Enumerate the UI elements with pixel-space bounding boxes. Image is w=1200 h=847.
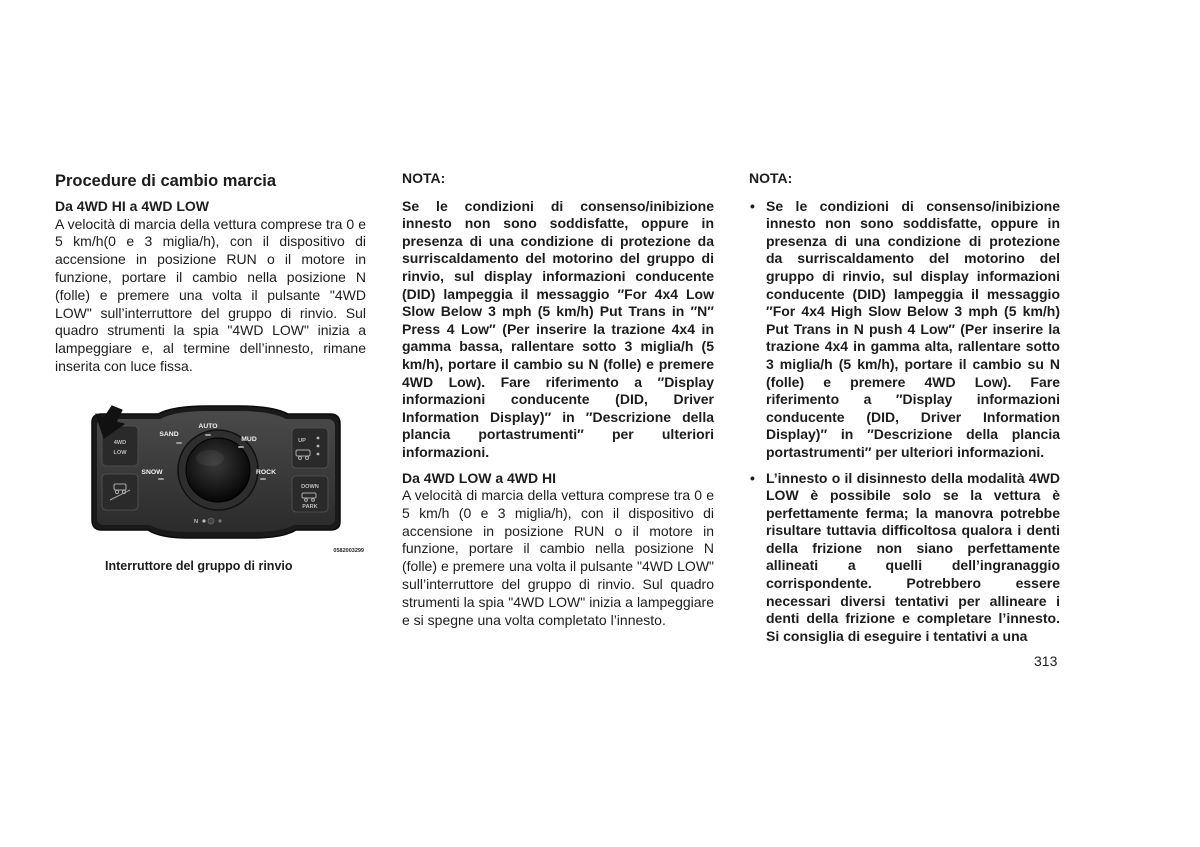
- up-led-1: [317, 437, 320, 440]
- knob-highlight: [196, 450, 224, 466]
- neutral-button[interactable]: [208, 518, 214, 524]
- mode-rock-label: ROCK: [255, 469, 277, 476]
- mode-sand-label: SAND: [159, 431, 179, 438]
- mode-snow-label: SNOW: [141, 469, 163, 476]
- column-left: [55, 170, 366, 376]
- bullet-dot: •: [750, 469, 755, 486]
- note-text: Se le condizioni di consenso/inibizione innesto non sono soddisfatte, oppure in presenza di una condizione di protezione da surriscaldamento del motorino del gruppo di rinvio, sul display informazioni conducente (DID) lampeggia il messaggio ″For 4x4 Low Slow Below 3 mph (5 km/h) Put Trans in ″N″ Press 4 Low″ (Per inserire la trazione 4x4 in gamma bassa, rallentare sotto 3 miglia/h (5 km/h), portare il cambio su N (folle) e premere 4WD Low). Fare riferimento a ″Display informazioni conducente (DID, Driver Information Display)″ in ″Descrizione della plancia portastrumenti″ per ulteriori informazioni.: [402, 197, 714, 460]
- park-label: PARK: [302, 504, 318, 510]
- list-item: [749, 198, 1060, 462]
- figure-caption: Interruttore del gruppo di rinvio: [105, 559, 293, 573]
- up-led-2: [317, 445, 320, 448]
- low-label: LOW: [113, 450, 127, 456]
- down-label: DOWN: [301, 484, 319, 490]
- note-label: NOTA:: [749, 170, 793, 186]
- up-led-3: [317, 453, 320, 456]
- air-suspension-up-button[interactable]: [292, 428, 328, 468]
- transfer-case-switch-figure: [78, 404, 366, 554]
- mode-auto-label: AUTO: [198, 423, 218, 430]
- note-bullet-list: [749, 198, 1060, 646]
- bullet-text: L’innesto o il disinnesto della modalità 4WD LOW è possibile solo se la vettura è perfettamente ferma; la manovra potrebbe risultare tuttavia difficoltosa qualora i denti della frizione non siano perfettamente allineati a quelli dell’ingranaggio corrispondente. Potrebbero essere necessari diversi tentativi per allineare i denti della frizione e completare l’innesto. Si consiglia di eseguire i tentativi a una: [766, 469, 1060, 644]
- subheading-hi-to-low: Da 4WD HI a 4WD LOW: [55, 198, 210, 214]
- column-right: [749, 170, 1060, 653]
- list-item: [749, 470, 1060, 646]
- paragraph-low-to-hi: A velocità di marcia della vettura comprese tra 0 e 5 km/h (0 e 3 miglia/h), con il dispositivo di accensione in posizione RUN o il motore in funzione, portare il cambio nella posizione N (folle) e premere una volta il pulsante "4WD LOW" sull’interruttore del gruppo di rinvio. Sul quadro strumenti la spia "4WD LOW" inizia a lampeggiare e si spegne una volta completato l’innesto.: [402, 487, 714, 628]
- transfer-case-switch-illustration: [78, 404, 366, 554]
- up-label: UP: [298, 438, 306, 444]
- neutral-label: N: [193, 519, 199, 525]
- note-label: NOTA:: [402, 170, 446, 186]
- section-heading: Procedure di cambio marcia: [55, 172, 277, 190]
- mode-mud-label: MUD: [241, 436, 257, 443]
- bullet-dot: •: [750, 197, 755, 214]
- figure-code: 0582003299: [333, 548, 364, 554]
- spacer: [402, 462, 714, 470]
- column-middle: [402, 170, 714, 629]
- hill-descent-button[interactable]: [102, 474, 138, 510]
- neutral-led-2: [218, 519, 221, 522]
- page-number: 313: [1034, 653, 1058, 669]
- 4wd-label: 4WD: [113, 440, 127, 446]
- bullet-text: Se le condizioni di consenso/inibizione innesto non sono soddisfatte, oppure in presenza di una condizione di protezione da surriscaldamento del motorino del gruppo di rinvio, sul display informazioni conducente (DID) lampeggia il messaggio ″For 4x4 High Slow Below 3 mph (5 km/h) Put Trans in N push 4 Low″ (Per inserire la trazione 4x4 in gamma alta, rallentare sotto 3 miglia/h (5 km/h), portare il cambio su N (folle) e premere 4WD Low). Fare riferimento a ″Display informazioni conducente (DID, Driver Information Display)″ in ″Descrizione della plancia portastrumenti″ per ulteriori informazioni.: [766, 197, 1060, 460]
- neutral-led: [202, 519, 205, 522]
- paragraph-hi-to-low: A velocità di marcia della vettura comprese tra 0 e 5 km/h(0 e 3 miglia/h), con il dispositivo di accensione in posizione RUN o il motore in funzione, portare il cambio nella posizione N (folle) e premere una volta il pulsante "4WD LOW" sull’interruttore del gruppo di rinvio. Sul quadro strumenti la spia "4WD LOW" inizia a lampeggiare e, al termine dell’innesto, rimane inserita con luce fissa.: [55, 215, 366, 374]
- subheading-low-to-hi: Da 4WD LOW a 4WD HI: [402, 469, 557, 486]
